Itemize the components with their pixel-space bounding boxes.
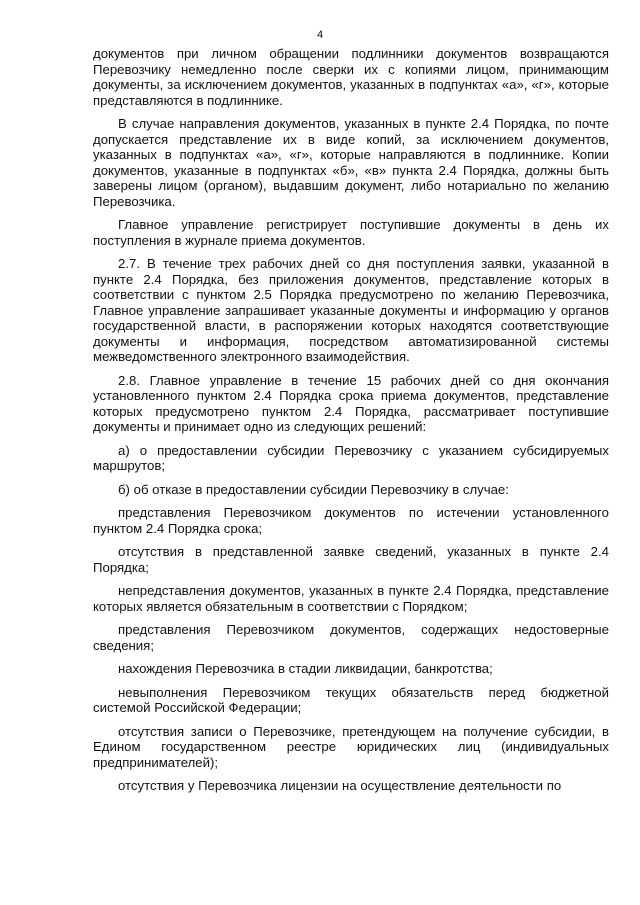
paragraph-refusal-late: представления Перевозчиком документов по истечении установленного пунктом 2.4 Порядка срока; <box>93 505 609 536</box>
paragraph-refusal-missing-info: отсутствия в представленной заявке сведений, указанных в пункте 2.4 Порядка; <box>93 544 609 575</box>
paragraph-refusal-obligations: невыполнения Перевозчиком текущих обязательств перед бюджетной системой Российской Федерации; <box>93 684 609 715</box>
paragraph-registration: Главное управление регистрирует поступившие документы в день их поступления в журнале приема документов. <box>93 217 609 248</box>
paragraph-refusal-register: отсутствия записи о Перевозчике, претендующем на получение субсидии, в Едином государственном реестре юридических лиц (индивидуальных предпринимателей); <box>93 723 609 770</box>
paragraph-decision-a: а) о предоставлении субсидии Перевозчику с указанием субсидируемых маршрутов; <box>93 442 609 473</box>
paragraph-2-8: 2.8. Главное управление в течение 15 рабочих дней со дня окончания установленного пунктом 2.4 Порядка срока приема документов, представление которых предусмотрено пунктом 2.4 Порядка, рассматривает поступившие документы и принимает одно из следующих решений: <box>93 372 609 434</box>
paragraph-decision-b: б) об отказе в предоставлении субсидии Перевозчику в случае: <box>118 481 509 497</box>
document-body <box>93 46 609 794</box>
paragraph-continuation: документов при личном обращении подлинники документов возвращаются Перевозчику немедленно после сверки их с копиями лицом, принимающим документы, за исключением документов, указанных в подпунктах «а», «г», которые представляются в подлиннике. <box>93 46 609 108</box>
paragraph-2-7: 2.7. В течение трех рабочих дней со дня поступления заявки, указанной в пункте 2.4 Порядка, без приложения документов, представление которых в соответствии с пунктом 2.5 Порядка предусмотрено по желанию Перевозчика, Главное управление запрашивает указанные документы и информацию у органов государственной власти, в распоряжении которых находятся соответствующие документы и информация, посредством автоматизированной системы межведомственного электронного взаимодействия. <box>93 256 609 364</box>
page-number: 4 <box>316 29 324 41</box>
paragraph-mail-submission: В случае направления документов, указанных в пункте 2.4 Порядка, по почте допускается представление их в виде копий, за исключением документов, указанных в подпунктах «а», «г», которые направляются в подлиннике. Копии документов, указанные в подпунктах «б», «в» пункта 2.4 Порядка, должны быть заверены лицом (органом), выдавшим документ, либо нотариально по желанию Перевозчика. <box>93 116 609 209</box>
paragraph-refusal-missing-docs: непредставления документов, указанных в пункте 2.4 Порядка, представление которых является обязательным в соответствии с Порядком; <box>93 583 609 614</box>
paragraph-refusal-liquidation: нахождения Перевозчика в стадии ликвидации, банкротства; <box>118 661 493 676</box>
paragraph-refusal-false-info: представления Перевозчиком документов, содержащих недостоверные сведения; <box>93 622 609 653</box>
paragraph-refusal-license: отсутствия у Перевозчика лицензии на осуществление деятельности по <box>118 778 562 793</box>
